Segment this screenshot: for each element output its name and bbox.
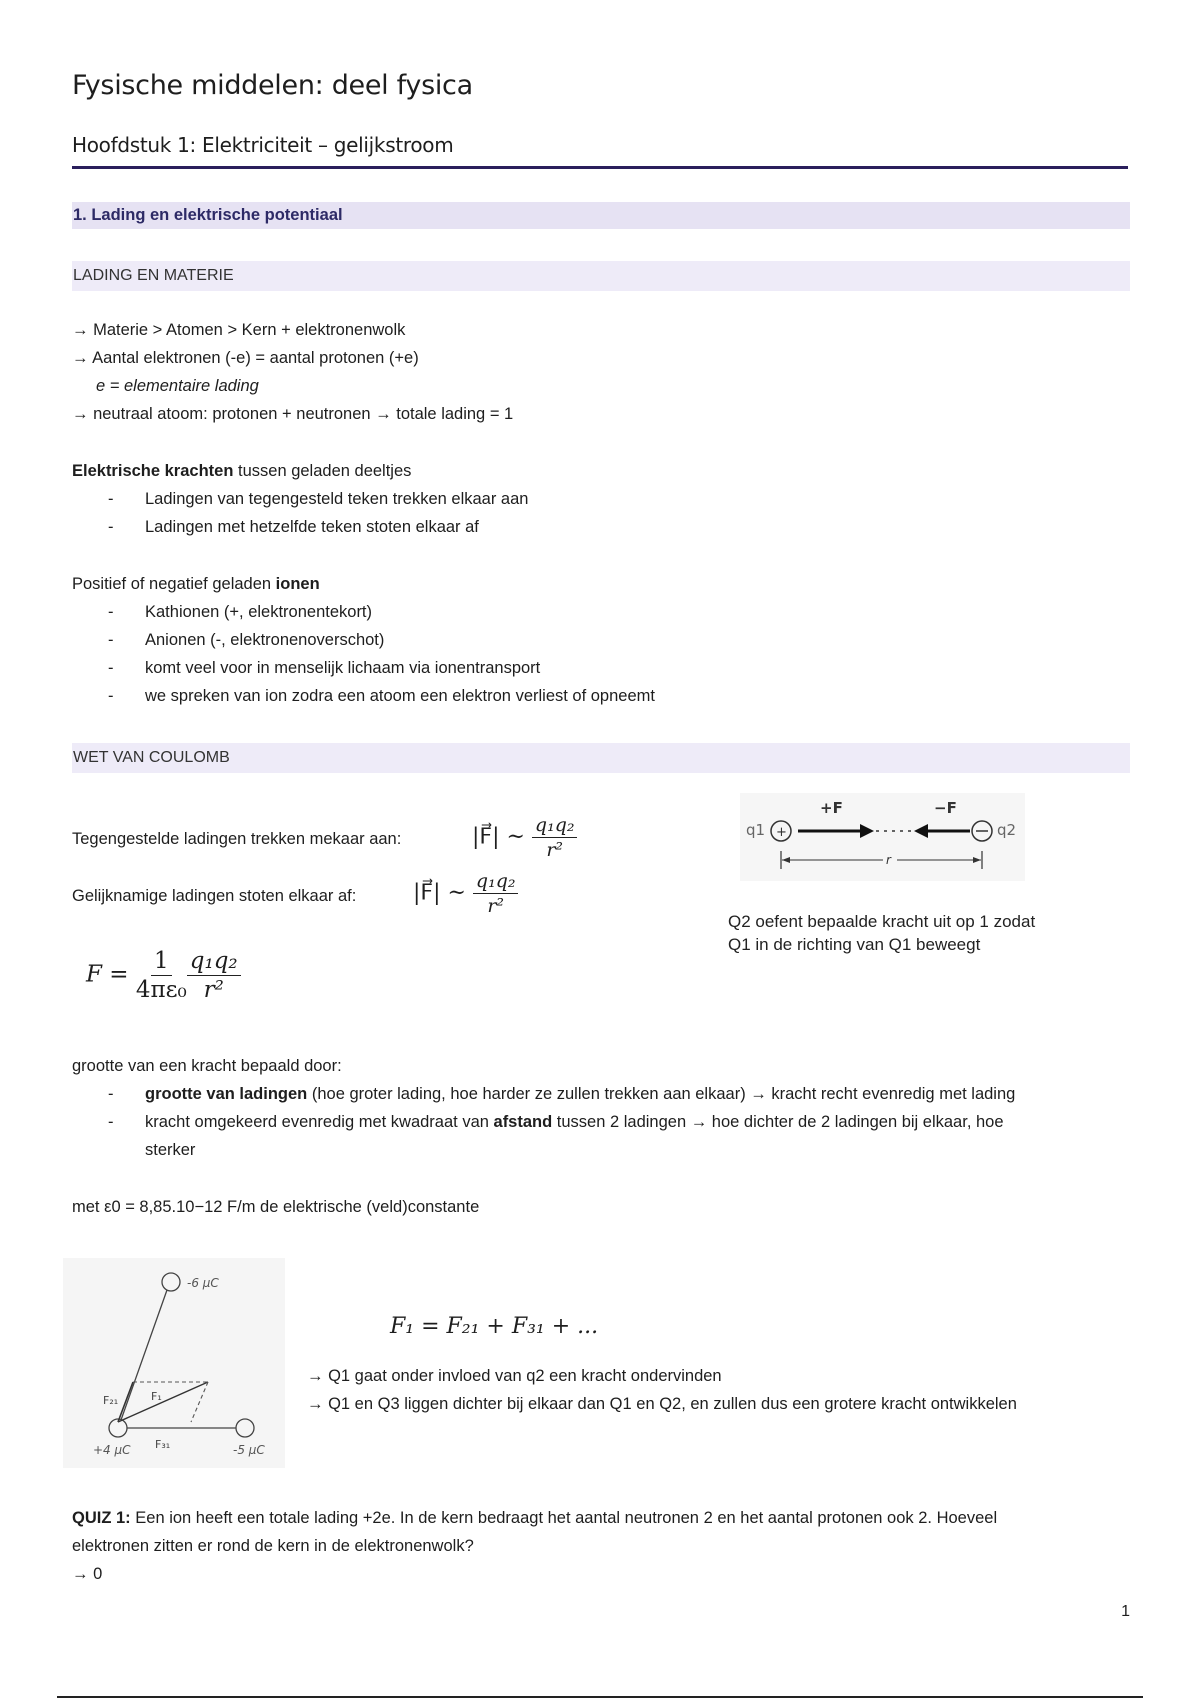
list-item-continuation: sterker: [145, 1141, 196, 1159]
list-item: Ladingen van tegengesteld teken trekken elkaar aan: [145, 490, 529, 508]
label-minus-f: −F: [934, 799, 957, 817]
ions-bold: ionen: [275, 575, 320, 593]
bullet-dash: -: [108, 1113, 114, 1131]
section-heading-text: 1. Lading en elektrische potentiaal: [73, 206, 343, 224]
ions-prefix: Positief of negatief geladen: [72, 575, 276, 593]
label-charge-q2: -6 μC: [187, 1276, 219, 1290]
plus-sign: +: [776, 825, 787, 840]
subsection-heading-text: LADING EN MATERIE: [73, 267, 234, 284]
numerator: q₁q₂: [532, 814, 578, 838]
denominator: 4πε₀: [135, 977, 187, 1003]
arrow-line: → Q1 gaat onder invloed van q2 een kracht ondervinden: [307, 1367, 722, 1385]
footer-rule: [57, 1696, 1143, 1698]
bullet-dash: -: [108, 687, 114, 705]
text-line: → Aantal elektronen (-e) = aantal protonen (+e): [72, 349, 419, 367]
tilde: ~: [447, 880, 466, 906]
denominator: r²: [203, 977, 224, 1003]
bullet-dash: -: [108, 490, 114, 508]
label-charge-q1: +4 μC: [93, 1443, 131, 1457]
quiz-answer: → 0: [72, 1565, 103, 1583]
fraction-constant: [136, 948, 187, 1003]
header-rule: [72, 166, 1128, 169]
page-number: 1: [1121, 1603, 1130, 1620]
list-item: komt veel voor in menselijk lichaam via ionentransport: [145, 659, 541, 677]
denominator: r²: [546, 839, 564, 861]
subsection-heading-coulomb: [72, 743, 1130, 773]
formula-lhs: F =: [86, 961, 129, 988]
size-item-pre: kracht omgekeerd evenredig met kwadraat van: [145, 1113, 494, 1131]
numerator: q₁q₂: [187, 948, 241, 976]
text-line: e = elementaire lading: [96, 377, 259, 395]
document-title: Fysische middelen: deel fysica: [72, 70, 473, 101]
bullet-dash: -: [108, 1085, 114, 1103]
numerator: 1: [151, 948, 172, 976]
list-item: Anionen (-, elektronenoverschot): [145, 631, 385, 649]
list-item: [145, 1085, 1015, 1104]
diagram-caption: Q2 oefent bepaalde kracht uit op 1 zodat: [728, 912, 1036, 931]
bullet-dash: -: [108, 603, 114, 621]
forces-paragraph: [72, 462, 411, 481]
numerator: q₁q₂: [473, 870, 519, 894]
quiz-label: QUIZ 1:: [72, 1509, 131, 1527]
bullet-dash: -: [108, 518, 114, 536]
list-item: Ladingen met hetzelfde teken stoten elkaar af: [145, 518, 479, 536]
fraction-charges: [187, 948, 241, 1003]
quiz-text: Een ion heeft een totale lading +2e. In de kern bedraagt het aantal neutronen 2 en het aantal protonen ook 2. Hoeveel: [130, 1509, 998, 1527]
size-item-rest: (hoe groter lading, hoe harder ze zullen trekken aan elkaar) → kracht recht evenredig met lading: [307, 1085, 1016, 1103]
bullet-dash: -: [108, 659, 114, 677]
denominator: r²: [487, 895, 505, 917]
label-plus-f: +F: [820, 799, 843, 817]
size-item-bold: afstand: [493, 1113, 553, 1131]
quiz-question-cont: elektronen zitten er rond de kern in de elektronenwolk?: [72, 1537, 474, 1555]
coulomb-formula: [86, 948, 241, 1003]
label-q1: q1: [746, 821, 766, 839]
attract-text: Tegengestelde ladingen trekken mekaar aan:: [72, 830, 402, 848]
vector-sketch: [63, 1258, 285, 1468]
fraction: [532, 814, 578, 861]
force-diagram: [740, 793, 1025, 881]
label-charge-q3: -5 μC: [233, 1443, 265, 1457]
sketch-background: [63, 1258, 285, 1468]
list-item: we spreken van ion zodra een atoom een elektron verliest of opneemt: [145, 687, 655, 705]
forces-bold: Elektrische krachten: [72, 462, 234, 480]
arrow-line: → Q1 en Q3 liggen dichter bij elkaar dan Q1 en Q2, en zullen dus een grotere kracht ontwikkelen: [307, 1395, 1017, 1413]
label-f31: F₃₁: [155, 1438, 171, 1451]
repel-text: Gelijknamige ladingen stoten elkaar af:: [72, 887, 357, 905]
list-item: Kathionen (+, elektronentekort): [145, 603, 373, 621]
attract-formula: [472, 814, 577, 861]
text-line: → Materie > Atomen > Kern + elektronenwolk: [72, 321, 406, 339]
fraction: [473, 870, 519, 917]
bullet-dash: -: [108, 631, 114, 649]
size-item-rest: tussen 2 ladingen → hoe dichter de 2 ladingen bij elkaar, hoe: [552, 1113, 1004, 1131]
vector-sum-formula: F₁ = F₂₁ + F₃₁ + ...: [390, 1314, 599, 1339]
quiz-question: [72, 1509, 997, 1528]
size-item-bold: grootte van ladingen: [145, 1085, 308, 1103]
label-f21: F₂₁: [103, 1394, 119, 1407]
label-r: r: [886, 853, 891, 867]
tilde: ~: [506, 824, 525, 850]
text-line: → neutraal atoom: protonen + neutronen → totale lading = 1: [72, 405, 514, 423]
section-heading: [72, 202, 1130, 229]
diagram-caption: Q1 in de richting van Q1 beweegt: [728, 935, 981, 954]
ions-paragraph: [72, 575, 320, 594]
list-item: [145, 1113, 1004, 1132]
chapter-title: Hoofdstuk 1: Elektriciteit – gelijkstroom: [72, 133, 454, 157]
subsection-heading-text: WET VAN COULOMB: [73, 749, 230, 766]
abs-force: |F⃗|: [413, 880, 441, 906]
label-q2: q2: [997, 821, 1017, 839]
repel-formula: [413, 870, 518, 917]
size-intro: grootte van een kracht bepaald door:: [72, 1057, 342, 1075]
constant-text: met ε0 = 8,85.10−12 F/m de elektrische (veld)constante: [72, 1198, 480, 1216]
subsection-heading-lading: [72, 261, 1130, 291]
forces-rest: tussen geladen deeltjes: [233, 462, 412, 480]
label-f1: F₁: [151, 1390, 162, 1403]
abs-force: |F⃗|: [472, 824, 500, 850]
